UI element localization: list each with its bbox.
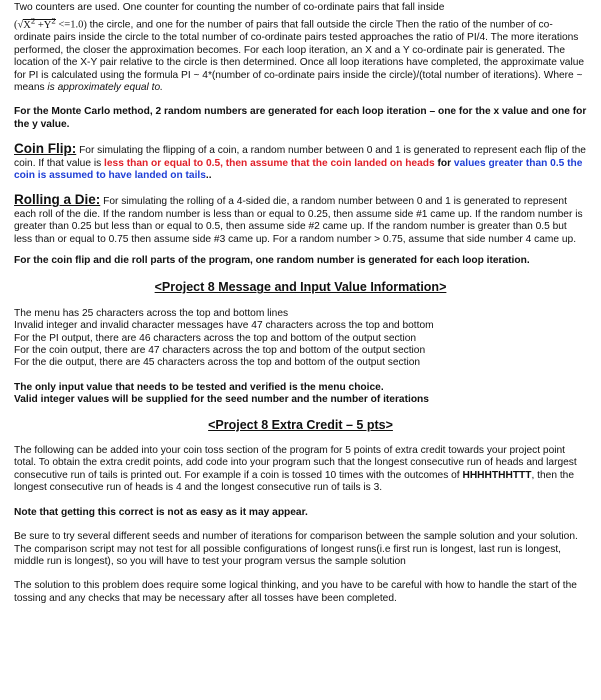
info-line: For the coin output, there are 47 characters across the top and bottom of the output section	[14, 345, 426, 357]
approx-definition: is approximately equal to.	[47, 81, 163, 93]
info-line: The menu has 25 characters across the top and bottom lines	[14, 307, 289, 319]
die-roll-heading: Rolling a Die:	[14, 192, 101, 208]
project-info-lines	[14, 308, 587, 370]
die-roll-paragraph: Rolling a Die: For simulating the rolling of a 4-sided die, a random number between 0 and 1 is generated to represent each roll of the die. If the random number is less than or equal to 0.25, then assume side #1 came up. If the random number is greater than 0.25 but less than or equal to 0.5, then assume side #2 came up. If the random number is greater than 0.5 but less than or equal to 0.75 then assume side #3 came up. For a random number > 0.75, assume that side number 4 came up.	[14, 192, 583, 245]
testing-paragraph: Be sure to try several different seeds and number of iterations for comparison between the sample solution and your solution. The comparison script may not test for all possible configurations of longest runs(i.e first run is longest, last run is longest, middle run is longest), so you will have to test your program versus the sample solution	[14, 531, 578, 567]
solution-paragraph: The solution to this problem does require some logical thinking, and you have to be careful with how to handle the start of the tossing and any checks that may be necessary after all tosses have been completed.	[14, 580, 577, 604]
intro-paragraph	[14, 2, 587, 94]
validation-note: Valid integer values will be supplied for the seed number and the number of iterations	[14, 394, 429, 406]
tails-rule: values greater than 0.5 the coin is assumed to have landed on tails	[14, 157, 583, 181]
validation-note: The only input value that needs to be tested and verified is the menu choice.	[14, 381, 384, 393]
info-line: For the die output, there are 45 characters across the top and bottom of the output section	[14, 357, 421, 369]
coin-flip-heading: Coin Flip:	[14, 141, 77, 157]
coin-flip-paragraph: Coin Flip: For simulating the flipping of a coin, a random number between 0 and 1 is generated to represent each flip of the coin. If that value is less than or equal to 0.5, then assume that the coin landed on heads for values greater than 0.5 the coin is assumed to have landed on tails..	[14, 141, 586, 181]
info-line: Invalid integer and invalid character messages have 47 characters across the top and bottom	[14, 320, 434, 332]
extra-credit-paragraph: The following can be added into your coin toss section of the program for 5 points of extra credit towards your project point total. To obtain the extra credit points, add code into your program such that the longest consecutive run of heads and largest consecutive run of tails is printed out. For example if a coin is tossed 10 times with the outcomes of HHHHTHHTTT, then the longest consecutive run of heads is 4 and the longest consecutive run of tails is 3.	[14, 445, 577, 494]
coin-die-note: For the coin flip and die roll parts of the program, one random number is generated for each loop iteration.	[14, 255, 530, 266]
difficulty-note: Note that getting this correct is not as easy as it may appear.	[14, 506, 308, 518]
project-info-title: <Project 8 Message and Input Value Information>	[154, 280, 447, 295]
intro-line1: Two counters are used. One counter for counting the number of co-ordinate pairs that fall inside	[14, 2, 445, 13]
heads-rule: less than or equal to 0.5, then assume that the coin landed on heads	[104, 157, 435, 169]
monte-carlo-note: For the Monte Carlo method, 2 random numbers are generated for each loop iteration – one for the x value and one for the y value.	[14, 106, 587, 130]
extra-credit-title: <Project 8 Extra Credit – 5 pts>	[208, 417, 393, 432]
intro-body: the circle, and one for the number of pairs that fall outside the circle Then the ratio of the number of co-ordinate pairs inside the circle to the total number of co-ordinate pairs tested approaches the ratio of PI/4. The more iterations performed, the closer the approximation becomes. For each loop iteration, an X and a Y co-ordinate pair is generated. The location of the X-Y pair relative to the circle is then determined. Once all loop iterations have completed, the approximate value for PI is calculated using the formula PI ~ 4*(number of co-ordinate pairs inside the circle)/(total number of iterations). Where ~ means	[14, 19, 585, 93]
info-line: For the PI output, there are 46 characters across the top and bottom of the output section	[14, 332, 417, 344]
input-validation-notes	[14, 382, 587, 407]
circle-formula: $(√X^2 +Y^2 <=1.0)$	[14, 15, 87, 31]
toss-example: HHHHTHHTTT	[462, 469, 532, 481]
